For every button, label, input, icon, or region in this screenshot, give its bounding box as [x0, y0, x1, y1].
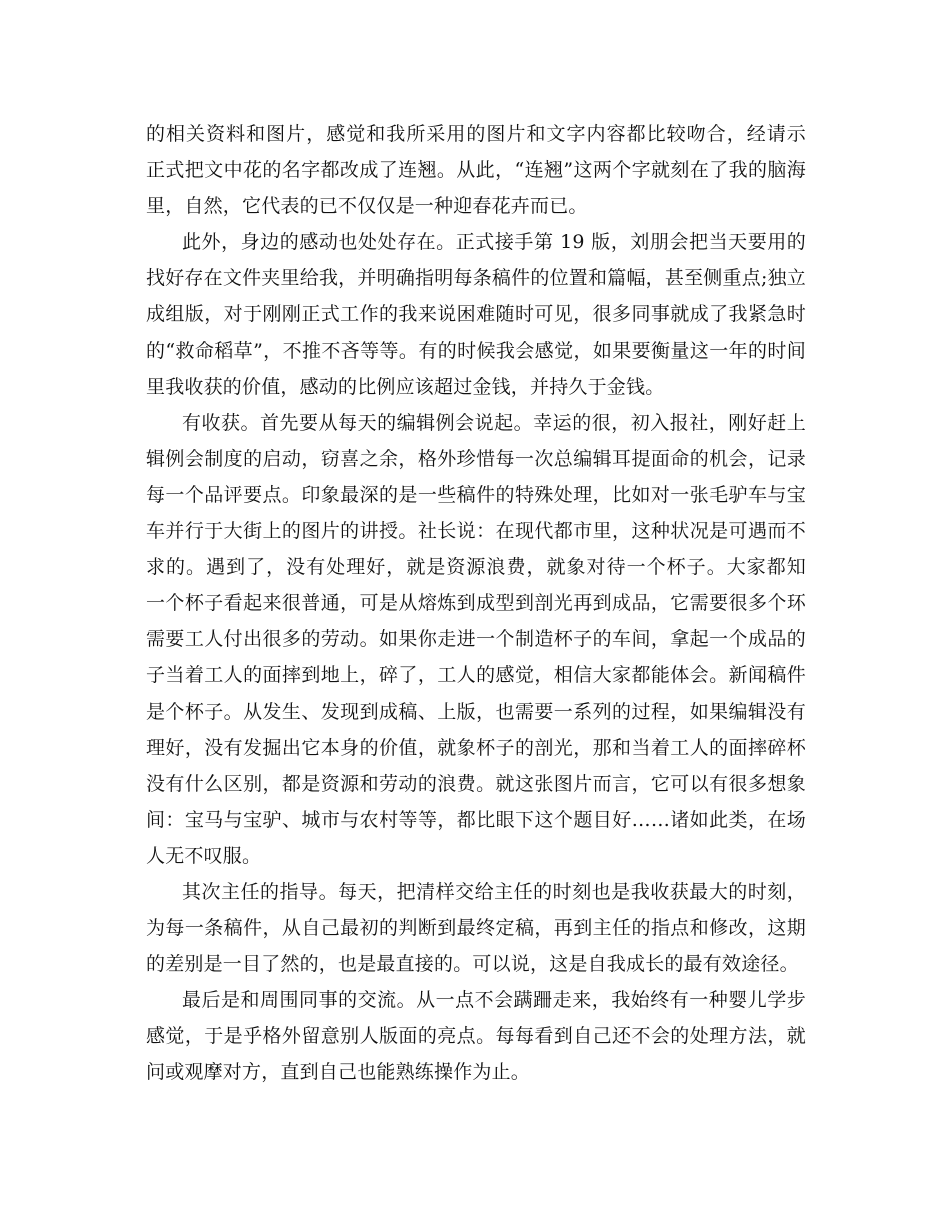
paragraph-start-line: 有收获。首先要从每天的编辑例会说起。幸运的很，初入报社，刚好赶上: [182, 411, 806, 434]
text-line: 的相关资料和图片，感觉和我所采用的图片和文字内容都比较吻合，经请示: [146, 123, 806, 145]
text-line: 里我收获的价值，感动的比例应该超过金钱，并持久于金钱。: [146, 375, 665, 398]
text-line: 是个杯子。从发生、发现到成稿、上版，也需要一系列的过程，如果编辑没有: [146, 700, 806, 723]
text-line: 成组版，对于刚刚正式工作的我来说困难随时可见，很多同事就成了我紧急时: [146, 303, 806, 326]
text-line: 的“救命稻草”，不推不吝等等。有的时候我会感觉，如果要衡量这一年的时间: [146, 339, 806, 362]
text-line: 问或观摩对方，直到自己也能熟练操作为止。: [146, 1061, 531, 1084]
text-line: 间：宝马与宝驴、城市与农村等等，都比眼下这个题目好……诸如此类，在场: [146, 808, 806, 831]
paragraph-start-line: 此外，身边的感动也处处存在。正式接手第 19 版，刘朋会把当天要用的: [182, 231, 806, 254]
body-text: [146, 116, 806, 1091]
text-line: 人无不叹服。: [146, 844, 262, 867]
text-line: 感觉，于是乎格外留意别人版面的亮点。每每看到自己还不会的处理方法，就: [146, 1025, 806, 1048]
text-line: 每一个品评要点。印象最深的是一些稿件的特殊处理，比如对一张毛驴车与宝: [146, 483, 806, 506]
text-line: 一个杯子看起来很普通，可是从熔炼到成型到剖光再到成品，它需要很多个环: [146, 592, 806, 615]
text-line: 的差别是一目了然的，也是最直接的。可以说，这是自我成长的最有效途径。: [146, 953, 799, 976]
text-line: 辑例会制度的启动，窃喜之余，格外珍惜每一次总编辑耳提面命的机会，记录: [146, 447, 806, 470]
paragraph-start-line: 其次主任的指导。每天，把清样交给主任的时刻也是我收获最大的时刻，: [182, 880, 806, 903]
text-line: 为每一条稿件，从自己最初的判断到最终定稿，再到主任的指点和修改，这期: [146, 917, 806, 940]
text-line: 里，自然，它代表的已不仅仅是一种迎春花卉而已。: [146, 195, 588, 218]
text-line: 需要工人付出很多的劳动。如果你走进一个制造杯子的车间，拿起一个成品的: [146, 628, 806, 651]
text-line: 车并行于大街上的图片的讲授。社长说：在现代都市里，这种状况是可遇而不: [146, 520, 806, 543]
text-line: 子当着工人的面摔到地上，碎了，工人的感觉，相信大家都能体会。新闻稿件: [146, 664, 806, 687]
text-line: 正式把文中花的名字都改成了连翘。从此，“连翘”这两个字就刻在了我的脑海: [146, 159, 806, 182]
text-line: 找好存在文件夹里给我，并明确指明每条稿件的位置和篇幅，甚至侧重点;独立: [146, 267, 806, 290]
text-line: 求的。遇到了，没有处理好，就是资源浪费，就象对待一个杯子。大家都知: [146, 556, 806, 579]
text-line: 没有什么区别，都是资源和劳动的浪费。就这张图片而言，它可以有很多想象: [146, 772, 806, 795]
text-line: 理好，没有发掘出它本身的价值，就象杯子的剖光，那和当着工人的面摔碎杯: [146, 736, 806, 759]
paragraph-start-line: 最后是和周围同事的交流。从一点不会蹒跚走来，我始终有一种婴儿学步: [182, 989, 806, 1012]
